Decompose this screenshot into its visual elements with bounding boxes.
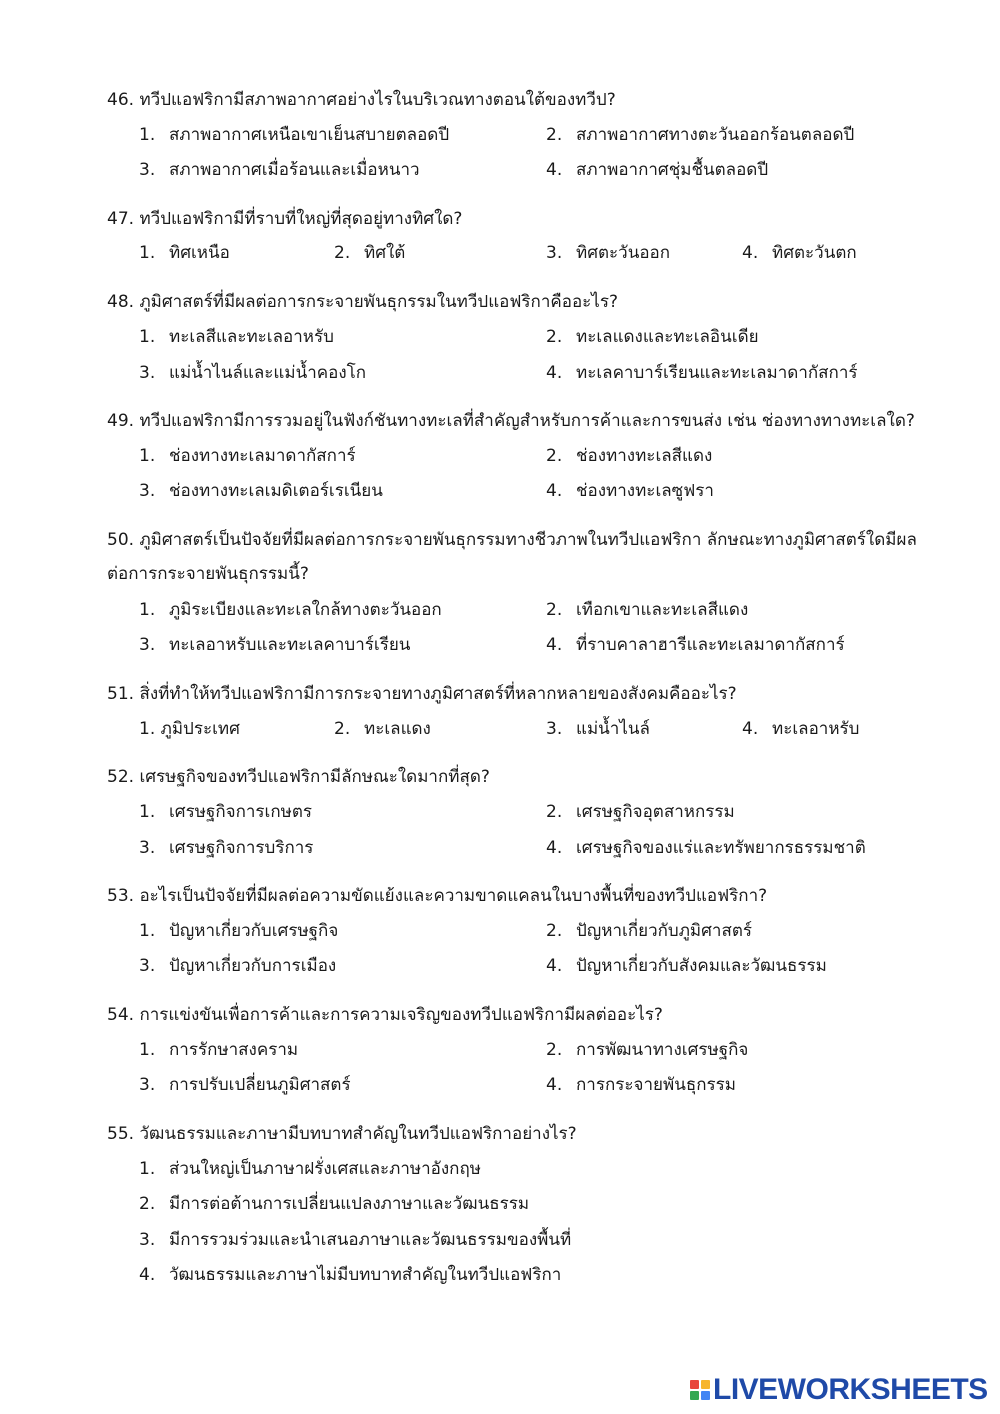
option-55-3[interactable]: 3. มีการรวมร่วมและนำเสนอภาษาและวัฒนธรรมของพื้นที่ xyxy=(139,1230,572,1250)
option-53-3[interactable]: 3. ปัญหาเกี่ยวกับการเมือง xyxy=(139,956,337,976)
liveworksheets-logo xyxy=(690,1373,988,1407)
option-48-2[interactable]: 2. ทะเลแดงและทะเลอินเดีย xyxy=(546,327,759,347)
question-46: 46. ทวีปแอฟริกามีสภาพอากาศอย่างไรในบริเวณทางตอนใต้ของทวีป? xyxy=(107,90,616,110)
question-49: 49. ทวีปแอฟริกามีการรวมอยู่ในฟังก์ชันทางทะเลที่สำคัญสำหรับการค้าและการขนส่ง เช่น ช่องทางทางทะเลใด? xyxy=(107,411,915,431)
option-52-4[interactable]: 4. เศรษฐกิจของแร่และทรัพยากรธรรมชาติ xyxy=(546,838,866,858)
option-52-1[interactable]: 1. เศรษฐกิจการเกษตร xyxy=(139,802,313,822)
option-50-1[interactable]: 1. ภูมิระเบียงและทะเลใกล้ทางตะวันออก xyxy=(139,600,442,620)
option-51-3[interactable]: 3. แม่น้ำไนล์ xyxy=(546,719,650,739)
option-53-1[interactable]: 1. ปัญหาเกี่ยวกับเศรษฐกิจ xyxy=(139,921,339,941)
option-47-1[interactable]: 1. ทิศเหนือ xyxy=(139,243,230,263)
option-53-4[interactable]: 4. ปัญหาเกี่ยวกับสังคมและวัฒนธรรม xyxy=(546,956,827,976)
option-46-4[interactable]: 4. สภาพอากาศชุ่มชื้นตลอดปี xyxy=(546,160,769,180)
question-51: 51. สิ่งที่ทำให้ทวีปแอฟริกามีการกระจายทางภูมิศาสตร์ที่หลากหลายของสังคมคืออะไร? xyxy=(107,684,737,704)
option-49-2[interactable]: 2. ช่องทางทะเลสีแดง xyxy=(546,446,713,466)
option-51-4[interactable]: 4. ทะเลอาหรับ xyxy=(742,719,860,739)
option-55-1[interactable]: 1. ส่วนใหญ่เป็นภาษาฝรั่งเศสและภาษาอังกฤษ xyxy=(139,1159,481,1179)
question-53: 53. อะไรเป็นปัจจัยที่มีผลต่อความขัดแย้งและความขาดแคลนในบางพื้นที่ของทวีปแอฟริกา? xyxy=(107,886,768,906)
option-48-3[interactable]: 3. แม่น้ำไนล์และแม่น้ำคองโก xyxy=(139,363,367,383)
question-47: 47. ทวีปแอฟริกามีที่ราบที่ใหญ่ที่สุดอยู่ทางทิศใด? xyxy=(107,209,463,229)
option-46-1[interactable]: 1. สภาพอากาศเหนือเขาเย็นสบายตลอดปี xyxy=(139,125,450,145)
option-49-4[interactable]: 4. ช่องทางทะเลซูฟรา xyxy=(546,481,714,501)
option-50-3[interactable]: 3. ทะเลอาหรับและทะเลคาบาร์เรียน xyxy=(139,635,411,655)
option-50-2[interactable]: 2. เทือกเขาและทะเลสีแดง xyxy=(546,600,749,620)
option-47-2[interactable]: 2. ทิศใต้ xyxy=(334,243,406,263)
option-47-3[interactable]: 3. ทิศตะวันออก xyxy=(546,243,671,263)
option-49-3[interactable]: 3. ช่องทางทะเลเมดิเตอร์เรเนียน xyxy=(139,481,383,501)
brand-name: LIVEWORKSHEETS xyxy=(713,1373,988,1406)
option-51-1[interactable]: 1. ภูมิประเทศ xyxy=(139,719,240,739)
option-54-3[interactable]: 3. การปรับเปลี่ยนภูมิศาสตร์ xyxy=(139,1075,351,1095)
logo-square-yellow xyxy=(701,1380,710,1389)
logo-square-blue xyxy=(701,1391,710,1400)
logo-square-green xyxy=(690,1391,699,1400)
option-54-4[interactable]: 4. การกระจายพันธุกรรม xyxy=(546,1075,736,1095)
option-49-1[interactable]: 1. ช่องทางทะเลมาดากัสการ์ xyxy=(139,446,356,466)
option-47-4[interactable]: 4. ทิศตะวันตก xyxy=(742,243,857,263)
option-52-3[interactable]: 3. เศรษฐกิจการบริการ xyxy=(139,838,314,858)
option-54-1[interactable]: 1. การรักษาสงคราม xyxy=(139,1040,299,1060)
option-46-3[interactable]: 3. สภาพอากาศเมื่อร้อนและเมื่อหนาว xyxy=(139,160,420,180)
liveworksheets-logo-icon xyxy=(690,1380,710,1400)
logo-square-red xyxy=(690,1380,699,1389)
question-48: 48. ภูมิศาสตร์ที่มีผลต่อการกระจายพันธุกรรมในทวีปแอฟริกาคืออะไร? xyxy=(107,292,618,312)
option-55-4[interactable]: 4. วัฒนธรรมและภาษาไม่มีบทบาทสำคัญในทวีปแอฟริกา xyxy=(139,1265,562,1285)
question-50: 50. ภูมิศาสตร์เป็นปัจจัยที่มีผลต่อการกระจายพันธุกรรมทางชีวภาพในทวีปแอฟริกา ลักษณะทางภูมิศาสตร์ใดมีผลต่อการกระจายพันธุกรรมนี้? xyxy=(107,530,917,584)
option-51-2[interactable]: 2. ทะเลแดง xyxy=(334,719,431,739)
option-50-4[interactable]: 4. ที่ราบคาลาฮารีและทะเลมาดากัสการ์ xyxy=(546,635,845,655)
question-52: 52. เศรษฐกิจของทวีปแอฟริกามีลักษณะใดมากที่สุด? xyxy=(107,767,490,787)
option-54-2[interactable]: 2. การพัฒนาทางเศรษฐกิจ xyxy=(546,1040,749,1060)
option-48-1[interactable]: 1. ทะเลสีและทะเลอาหรับ xyxy=(139,327,334,347)
option-55-2[interactable]: 2. มีการต่อต้านการเปลี่ยนแปลงภาษาและวัฒนธรรม xyxy=(139,1194,530,1214)
option-53-2[interactable]: 2. ปัญหาเกี่ยวกับภูมิศาสตร์ xyxy=(546,921,753,941)
option-48-4[interactable]: 4. ทะเลคาบาร์เรียนและทะเลมาดากัสการ์ xyxy=(546,363,858,383)
option-46-2[interactable]: 2. สภาพอากาศทางตะวันออกร้อนตลอดปี xyxy=(546,125,855,145)
question-55: 55. วัฒนธรรมและภาษามีบทบาทสำคัญในทวีปแอฟริกาอย่างไร? xyxy=(107,1124,577,1144)
question-54: 54. การแข่งขันเพื่อการค้าและการความเจริญของทวีปแอฟริกามีผลต่ออะไร? xyxy=(107,1005,663,1025)
option-52-2[interactable]: 2. เศรษฐกิจอุตสาหกรรม xyxy=(546,802,735,822)
